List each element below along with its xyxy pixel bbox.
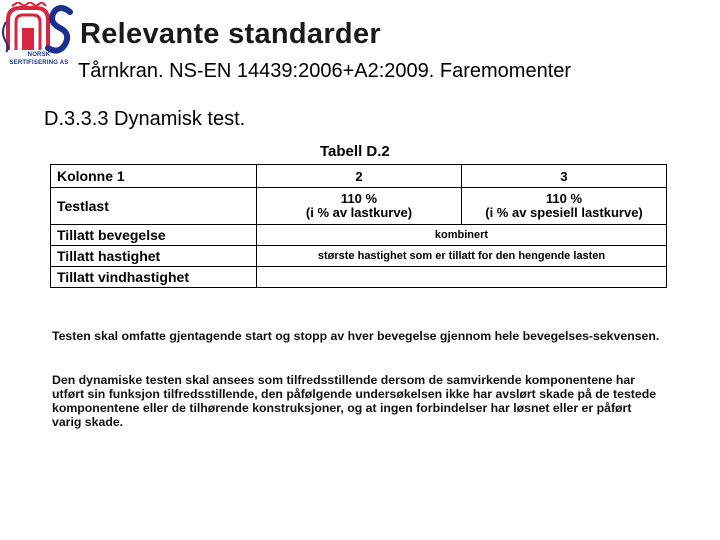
header-col-2: 2: [257, 165, 462, 188]
slide-title: Relevante standarder: [80, 18, 381, 50]
testlast-col-2: [257, 188, 462, 225]
row-label: Tillatt vindhastighet: [51, 267, 257, 288]
testlast-col-3-line-1: 110 %: [545, 191, 583, 206]
row-label: Tillatt hastighet: [51, 246, 257, 267]
logo-line-2: SERTIFISERING AS: [9, 60, 69, 66]
norsk-sertifisering-logo-icon: [2, 2, 74, 70]
header-col-1: Kolonne 1: [51, 165, 257, 188]
table-row: [51, 225, 667, 246]
logo-line-1: NORSK: [27, 52, 51, 58]
table-row: [51, 246, 667, 267]
header-col-3: 3: [462, 165, 667, 188]
testlast-col-2-line-1: 110 %: [340, 191, 378, 206]
slide-subtitle: Tårnkran. NS-EN 14439:2006+A2:2009. Faremomenter: [78, 60, 572, 82]
paragraph-2: Den dynamiske testen skal ansees som tilfredsstillende dersom de samvirkende komponentene har utført sin funksjon tilfredsstillende, den påfølgende undersøkelsen ikke har avslørt skade på de testede komponentene eller de tilhørende konstruksjoner, og at ingen forbindelser har løsnet eller er påført varig skade.: [52, 373, 657, 429]
table-caption: Tabell D.2: [320, 143, 390, 160]
paragraph-1: Testen skal omfatte gjentagende start og stopp av hver bevegelse gjennom hele bevegelses-sekvensen.: [52, 329, 660, 343]
scanned-document: [50, 140, 668, 440]
row-value: største hastighet som er tillatt for den hengende lasten: [257, 246, 667, 267]
table-row-testlast: [51, 188, 667, 225]
table-header-row: [51, 165, 667, 188]
testlast-col-3: [462, 188, 667, 225]
row-label-testlast: Testlast: [51, 188, 257, 225]
testlast-col-3-line-2: (i % av spesiell lastkurve): [485, 205, 643, 220]
table-row: [51, 267, 667, 288]
row-value: [257, 267, 667, 288]
section-heading: D.3.3.3 Dynamisk test.: [44, 108, 246, 130]
standard-table: [50, 164, 667, 288]
testlast-col-2-line-2: (i % av lastkurve): [305, 205, 413, 220]
row-label: Tillatt bevegelse: [51, 225, 257, 246]
row-value: kombinert: [257, 225, 667, 246]
